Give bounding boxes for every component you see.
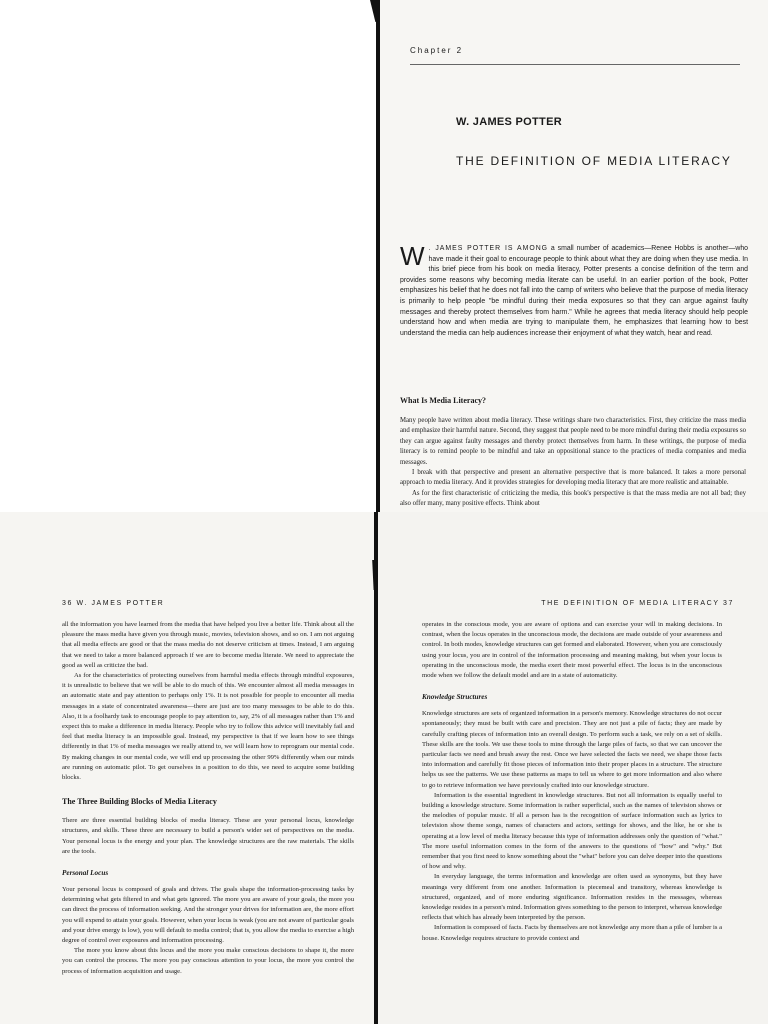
section-heading: What Is Media Literacy?	[400, 396, 486, 405]
paragraph: Information is composed of facts. Facts by themselves are not knowledge any more than a pile of lumber is a house. Knowledge requires structure to provide context and	[422, 924, 722, 942]
paragraph: Information is the essential ingredient in knowledge structures. But not all information is equally useful to building a knowledge structure. Some information is rather superficial, such as the names of television shows or the melodies of popular music. If all a person has is the recognition of surface information such as lyrics to television show theme songs, names of characters and actors, settings for shows, and the like, he or she is operating at a low level of media literacy because this type of information addresses only the question of "what." The more useful information comes in the form of the answers to the questions of "how" and "why." But remember that you first need to know something about the "what" before you can delve deeper into the questions of how and why.	[422, 791, 722, 871]
chapter-opening-page	[380, 0, 768, 512]
text-column	[422, 620, 722, 944]
paragraph: Many people have written about media literacy. These writings share two characteristics. First, they criticize the mass media and emphasize their harmful nature. Second, they suggest that people need to be more mindful during their media exposures so they can argue against faulty messages and thereby protect themselves from harm. In these writings, the purpose of media literacy is to remind people to be mindful and take an oppositional stance to the practices of media companies and media messages.	[400, 417, 746, 466]
paragraph: Knowledge structures are sets of organized information in a person's memory. Knowledge structures do not occur spontaneously; they must be built with care and precision. They are not just a pile of facts; they are made by carefully crafting pieces of information into an overall design. To perform such a task, we rely on a set of skills. These skills are the tools. We use these tools to mine through the large piles of facts, so that we can uncover the particular facts we need and brush away the rest. Once we have selected the facts we need, we shape those facts into information and carefully fit those pieces of information into their proper places in a structure. The structure helps us see the patterns. We use these patterns as maps to tell us where to get more information and also where to go to retrieve information we have previously crafted into our knowledge structure.	[422, 710, 722, 789]
subsection-heading: Personal Locus	[62, 869, 109, 878]
drop-cap: W	[400, 241, 425, 271]
blank-left-page	[0, 0, 376, 512]
paragraph: operates in the conscious mode, you are aware of options and can exercise your will in making decisions. In contrast, when the locus operates in the unconscious mode, the decisions are made outside of your awareness and control. In both modes, knowledge structures can get formed and elaborated. However, when you are consciously using your locus, you are in control of the information processing and meaning making, but when your locus is operating in the unconscious mode, the media exert their most powerful effect. The locus is in the unconscious mode when we follow the default model and are in a state of automaticity.	[422, 621, 722, 680]
chapter-rule	[410, 64, 740, 65]
intro-paragraph	[400, 241, 748, 339]
subsection-heading: Knowledge Structures	[422, 693, 488, 702]
paragraph: There are three essential building blocks of media literacy. These are your personal locus, knowledge structures, and skills. These three are necessary to build a person's wider set of perspectives on the media. Your personal locus is the energy and your plan. The knowledge structures are the raw materials. The skills are the tools.	[62, 817, 354, 855]
page-36	[0, 512, 374, 1024]
paragraph: Your personal locus is composed of goals and drives. The goals shape the information-processing tasks by determining what gets filtered in and what gets ignored. The more you are aware of your goals, the more you can direct the process of information seeking. And the stronger your drives for information are, the more effort you will expend to attain your goals. However, when your locus is weak (you are not aware of particular goals and your drive energy is low), you will default to media control; that is, you allow the media to exercise a high degree of control over exposures and information processing.	[62, 886, 354, 945]
text-column	[62, 620, 354, 977]
paragraph: As for the first characteristic of criticizing the media, this book's perspective is that the mass media are not all bad; they also offer many, many positive effects. Think about	[400, 489, 746, 508]
paragraph: In everyday language, the terms information and knowledge are often used as synonyms, but they have meanings very different from one another. Information is piecemeal and transitory, whereas knowledge is structured, organized, and of more enduring significance. Information resides in the messages, whereas knowledge resides in a person's mind. Information gives something to the person to interpret, whereas knowledge reflects that which has already been interpreted by the person.	[422, 873, 722, 922]
bottom-page-spread	[0, 512, 768, 1024]
running-head: THE DEFINITION OF MEDIA LITERACY 37	[541, 600, 734, 607]
section-heading: The Three Building Blocks of Media Literacy	[62, 797, 217, 807]
running-head: 36 W. JAMES POTTER	[62, 600, 165, 607]
intro-lead: . JAMES POTTER IS AMONG	[428, 245, 549, 252]
section-body	[400, 416, 746, 510]
paragraph: The more you know about this locus and the more you make conscious decisions to shape it, the more you can control the process. The more you pay conscious attention to your locus, the more you control the process of information acquisition and usage.	[62, 947, 354, 975]
chapter-title: THE DEFINITION OF MEDIA LITERACY	[456, 154, 732, 168]
paragraph: As for the characteristics of protecting ourselves from harmful media effects through mindful exposures, it is unrealistic to believe that we will be able to do much of this. We encounter almost all media messages in an automatic state and pay attention to perhaps only 1%. It is not possible for people to encounter all media messages in a state of concentrated awareness—there are just are too many messages to be able to do this. Also, it is a foolhardy task to encourage people to pay attention to, say, 2% of all messages rather than 1% and expect this to make a difference in media literacy. People who try to follow this advice will inevitably fail and feel that media literacy is an impossible goal. Instead, my perspective is that if we learn how to see things differently in that 1% of media messages we really attend to, we will learn how to reprogram our mental code. By making changes in our mental code, we will end up processing the other 99% differently when our minds are running on automatic pilot. To get ourselves in a position to do this, we need to acquire some building blocks.	[62, 672, 354, 782]
intro-text: a small number of academics—Renee Hobbs is another—who have made it their goal to encourage people to think about what they are doing when they use media. In this brief piece from his book on media literacy, Potter presents a concise definition of the term and provides some reasons why becoming media literate can be useful. In an earlier portion of the book, Potter emphasizes his belief that he does not fall into the camp of writers who believe that the purpose of media literacy is primarily to help people "be mindful during their media exposures so that they can argue against faulty messages and thereby protect themselves from harm." While he agrees that media literacy should help people understand how and when media are trying to manipulate them, he emphasizes that learning how to best understand the media can help audiences increase their enjoyment of what they watch, hear and read.	[400, 245, 748, 337]
paragraph: all the information you have learned from the media that have helped you live a better life. Think about all the pleasure the mass media have given you through music, movies, television shows, and so on. I am not arguing that all media effects are good or that the mass media do not deserve criticism at times. Instead, I am arguing that we need to take a more balanced approach if we are to become media literate. We need to appreciate the good as well as criticize the bad.	[62, 621, 354, 669]
author-heading: W. JAMES POTTER	[456, 116, 562, 128]
paragraph: I break with that perspective and present an alternative perspective that is more balanced. It takes a more personal approach to media literacy. And it provides strategies for developing media literacy that are more realistic and attainable.	[400, 469, 746, 487]
chapter-label: Chapter 2	[410, 46, 464, 55]
page-37	[378, 512, 768, 1024]
